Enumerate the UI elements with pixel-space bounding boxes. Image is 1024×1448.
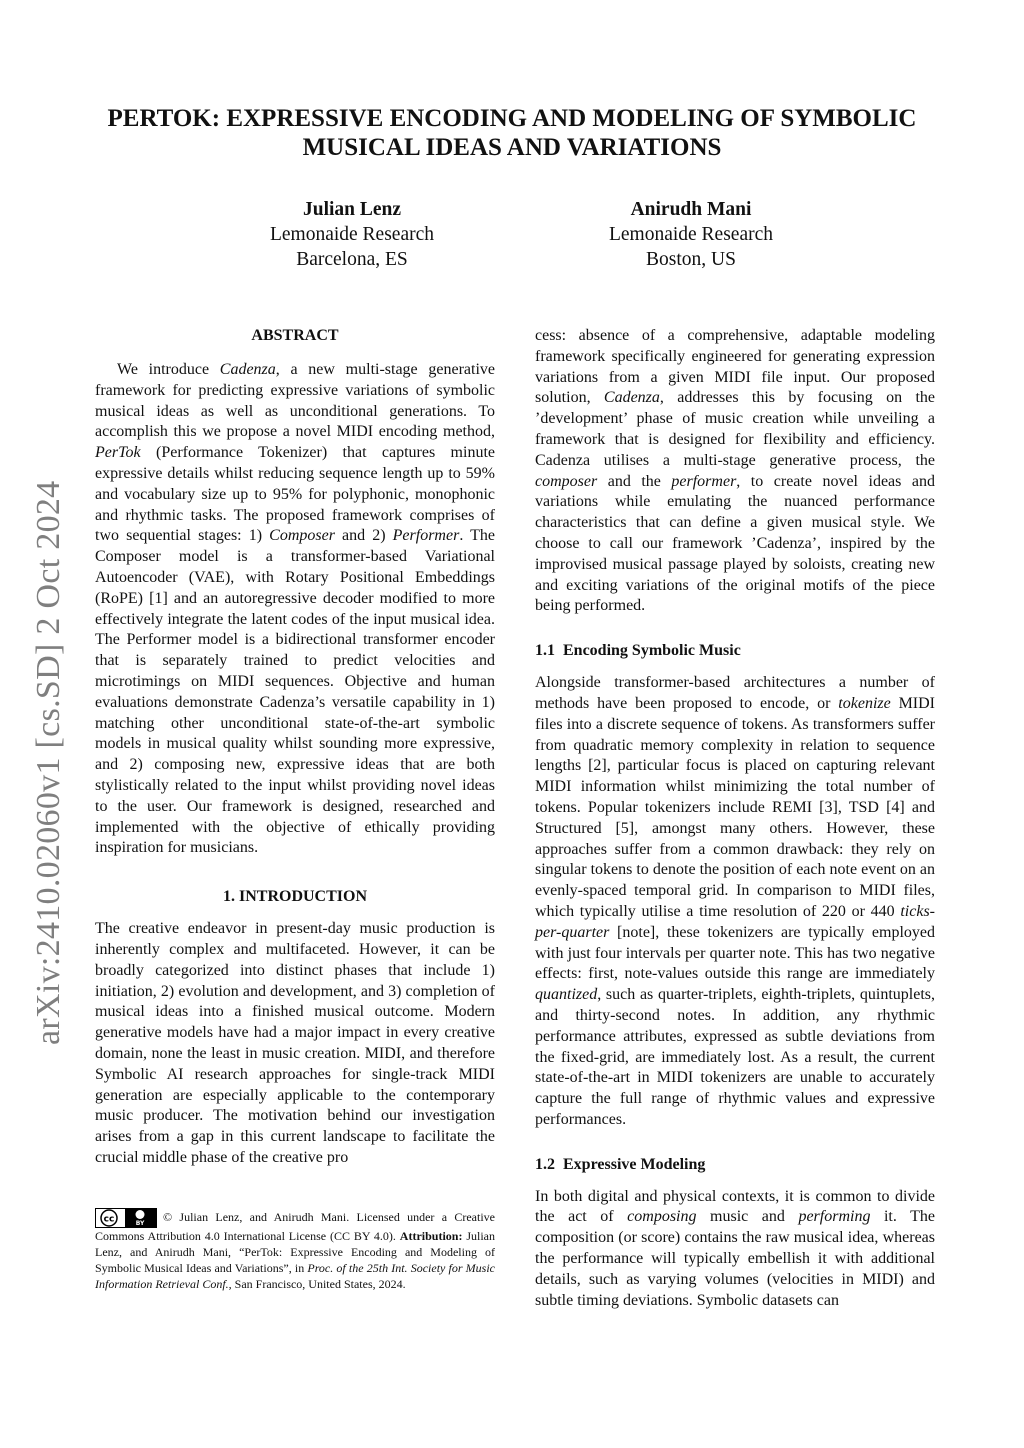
performer-term: Performer xyxy=(392,527,460,545)
section-1-2-paragraph: In both digital and physical contexts, it is common to divide the act of composing music and performing it. The composition (or score) contains the raw musical idea, whereas the performance will typically embellish it with additional details, such as varying volumes (velocities in MIDI) and subtle timing deviations. Symbolic datasets can xyxy=(535,1187,935,1309)
composer-term: composer xyxy=(535,472,598,490)
introduction-paragraph: The creative endeavor in present-day music production is inherently complex and multifaceted. However, it can be broadly categorized into distinct phases that include 1) initiation, 2) evolution and development, and 3) completion of musical ideas into a finished musical outcome. Modern generative models have had a major impact in every creative domain, none the least in music creation. MIDI, and therefore Symbolic AI research approaches for single-track MIDI generation are especially applicable to the contemporary music producer. The motivation behind our investigation arises from a gap in this current landscape to facilitate the crucial middle phase of the creative pro xyxy=(95,920,495,1166)
pertok-term: PerTok xyxy=(95,444,141,462)
arxiv-stamp: arXiv:2410.02060v1 [cs.SD] 2 Oct 2024 xyxy=(30,480,67,1045)
cc-badge-by: BY xyxy=(135,1220,145,1227)
left-column xyxy=(95,326,495,1169)
author-location: Boston, US xyxy=(646,249,736,270)
attribution-label: Attribution: xyxy=(399,1229,463,1243)
cc-by-license-icon xyxy=(95,1208,157,1228)
section-1-1-paragraph: Alongside transformer-based architectures a number of methods have been proposed to encode, or tokenize MIDI files into a discrete sequence of tokens. As transformers suffer from quadratic memory complexity in relation to sequence lengths [2], particular focus is placed on capturing relevant MIDI information whilst minimizing the total number of tokens. Popular tokenizers include REMI [3], TSD [4] and Structured [5], amongst many others. However, these approaches suffer from a common drawback: they rely on singular tokens to denote the position of each note event on an evenly-spaced temporal grid. In comparison to MIDI files, which typically utilise a time resolution of 220 or 440 ticks-per-quarter [note], these tokenizers are typically employed with just four intervals per quarter note. This has two negative effects: first, note-values outside this range are immediately quantized, such as quarter-triplets, eighth-triplets, quintuplets, and thirty-second notes. In addition, any rhythmic performance attributes, expressed as subtle deviations from the fixed-grid, are immediately lost. As a result, the current state-of-the-art in MIDI tokenizers are unable to accurately capture the full range of rhythmic values and expressive performances. xyxy=(535,674,936,1128)
title-line-1: PERTOK: EXPRESSIVE ENCODING AND MODELING OF SYMBOLIC xyxy=(107,105,917,132)
proceedings-name: Proc. of the 25th Int. Society for Music Information Retrieval Conf., xyxy=(95,1261,496,1291)
paper-title xyxy=(60,104,964,162)
cc-badge-cc: cc xyxy=(103,1214,115,1225)
abstract-paragraph: We introduce Cadenza, a new multi-stage generative framework for predicting expressive variations of symbolic musical ideas as well as unconditional generations. To accomplish this we propose a novel MIDI encoding method, PerTok (Performance Tokenizer) that captures minute expressive details whilst reducing sequence length up to 59% and vocabulary size up to 95% for polyphonic, monophonic and rhythmic tasks. The proposed framework comprises of two sequential stages: 1) Composer and 2) Performer. The Composer model is a transformer-based Variational Autoencoder (VAE), with Rotary Positional Embeddings (RoPE) [1] and an autoregressive decoder modified to more effectively integrate the latent codes of the input musical idea. The Performer model is a bidirectional transformer encoder that is separately trained to predict velocities and microtimings on MIDI sequences. Objective and human evaluations demonstrate Cadenza’s versatile capability in 1) matching other unconditional state-of-the-art symbolic models in musical quality whilst sounding more expressive, and 2) composing new, expressive ideas that are both stylistically related to the input whilst providing novel ideas to the user. Our framework is designed, researched and implemented with the objective of ethically providing inspiration for musicians. xyxy=(95,361,496,857)
author-affiliation: Lemonaide Research xyxy=(269,224,435,245)
author-name: Julian Lenz xyxy=(302,199,402,220)
author-block-1 xyxy=(202,197,502,272)
author-affiliation: Lemonaide Research xyxy=(608,224,774,245)
cadenza-term: Cadenza xyxy=(603,389,660,407)
composer-term: Composer xyxy=(269,527,335,545)
right-column xyxy=(535,326,935,1311)
introduction-heading: 1. INTRODUCTION xyxy=(222,888,367,906)
performer-term: performer xyxy=(671,472,737,490)
abstract-heading: ABSTRACT xyxy=(251,327,339,344)
cadenza-term: Cadenza xyxy=(219,361,276,378)
introduction-continued-paragraph: cess: absence of a comprehensive, adaptable modeling framework specifically engineered for generating expression variations from a given MIDI file input. Our proposed solution, Cadenza, addresses this by focusing on the ’development’ phase of music creation while unveiling a framework that is designed for flexibility and efficiency. Cadenza utilises a multi-stage generative process, the composer and the performer, to create novel ideas and variations while emulating the nuanced performance characteristics that can define a given musical style. We choose to call our framework ’Cadenza’, inspired by the improvised musical passage played by soloists, creating new and exciting variations of the original motifs of the piece being performed. xyxy=(535,327,936,615)
author-name: Anirudh Mani xyxy=(630,199,752,220)
section-1-2-heading: 1.2 Expressive Modeling xyxy=(535,1155,706,1173)
author-location: Barcelona, ES xyxy=(296,249,408,270)
title-line-2: MUSICAL IDEAS AND VARIATIONS xyxy=(302,134,722,161)
copyright-footnote: cc BY © Julian Lenz, and Anirudh Mani. Licensed under a Creative Commons Attribution 4.0 International License (CC BY 4.0). Attribution: Julian Lenz, and Anirudh Mani, “PerTok: Expressive Encoding and Modeling of Symbolic Musical Ideas and Variations”, in Proc. of the 25th Int. Society for Music Information Retrieval Conf., San Francisco, United States, 2024. xyxy=(95,1209,496,1291)
author-block-2 xyxy=(541,197,841,272)
section-1-1-heading: 1.1 Encoding Symbolic Music xyxy=(535,642,741,660)
